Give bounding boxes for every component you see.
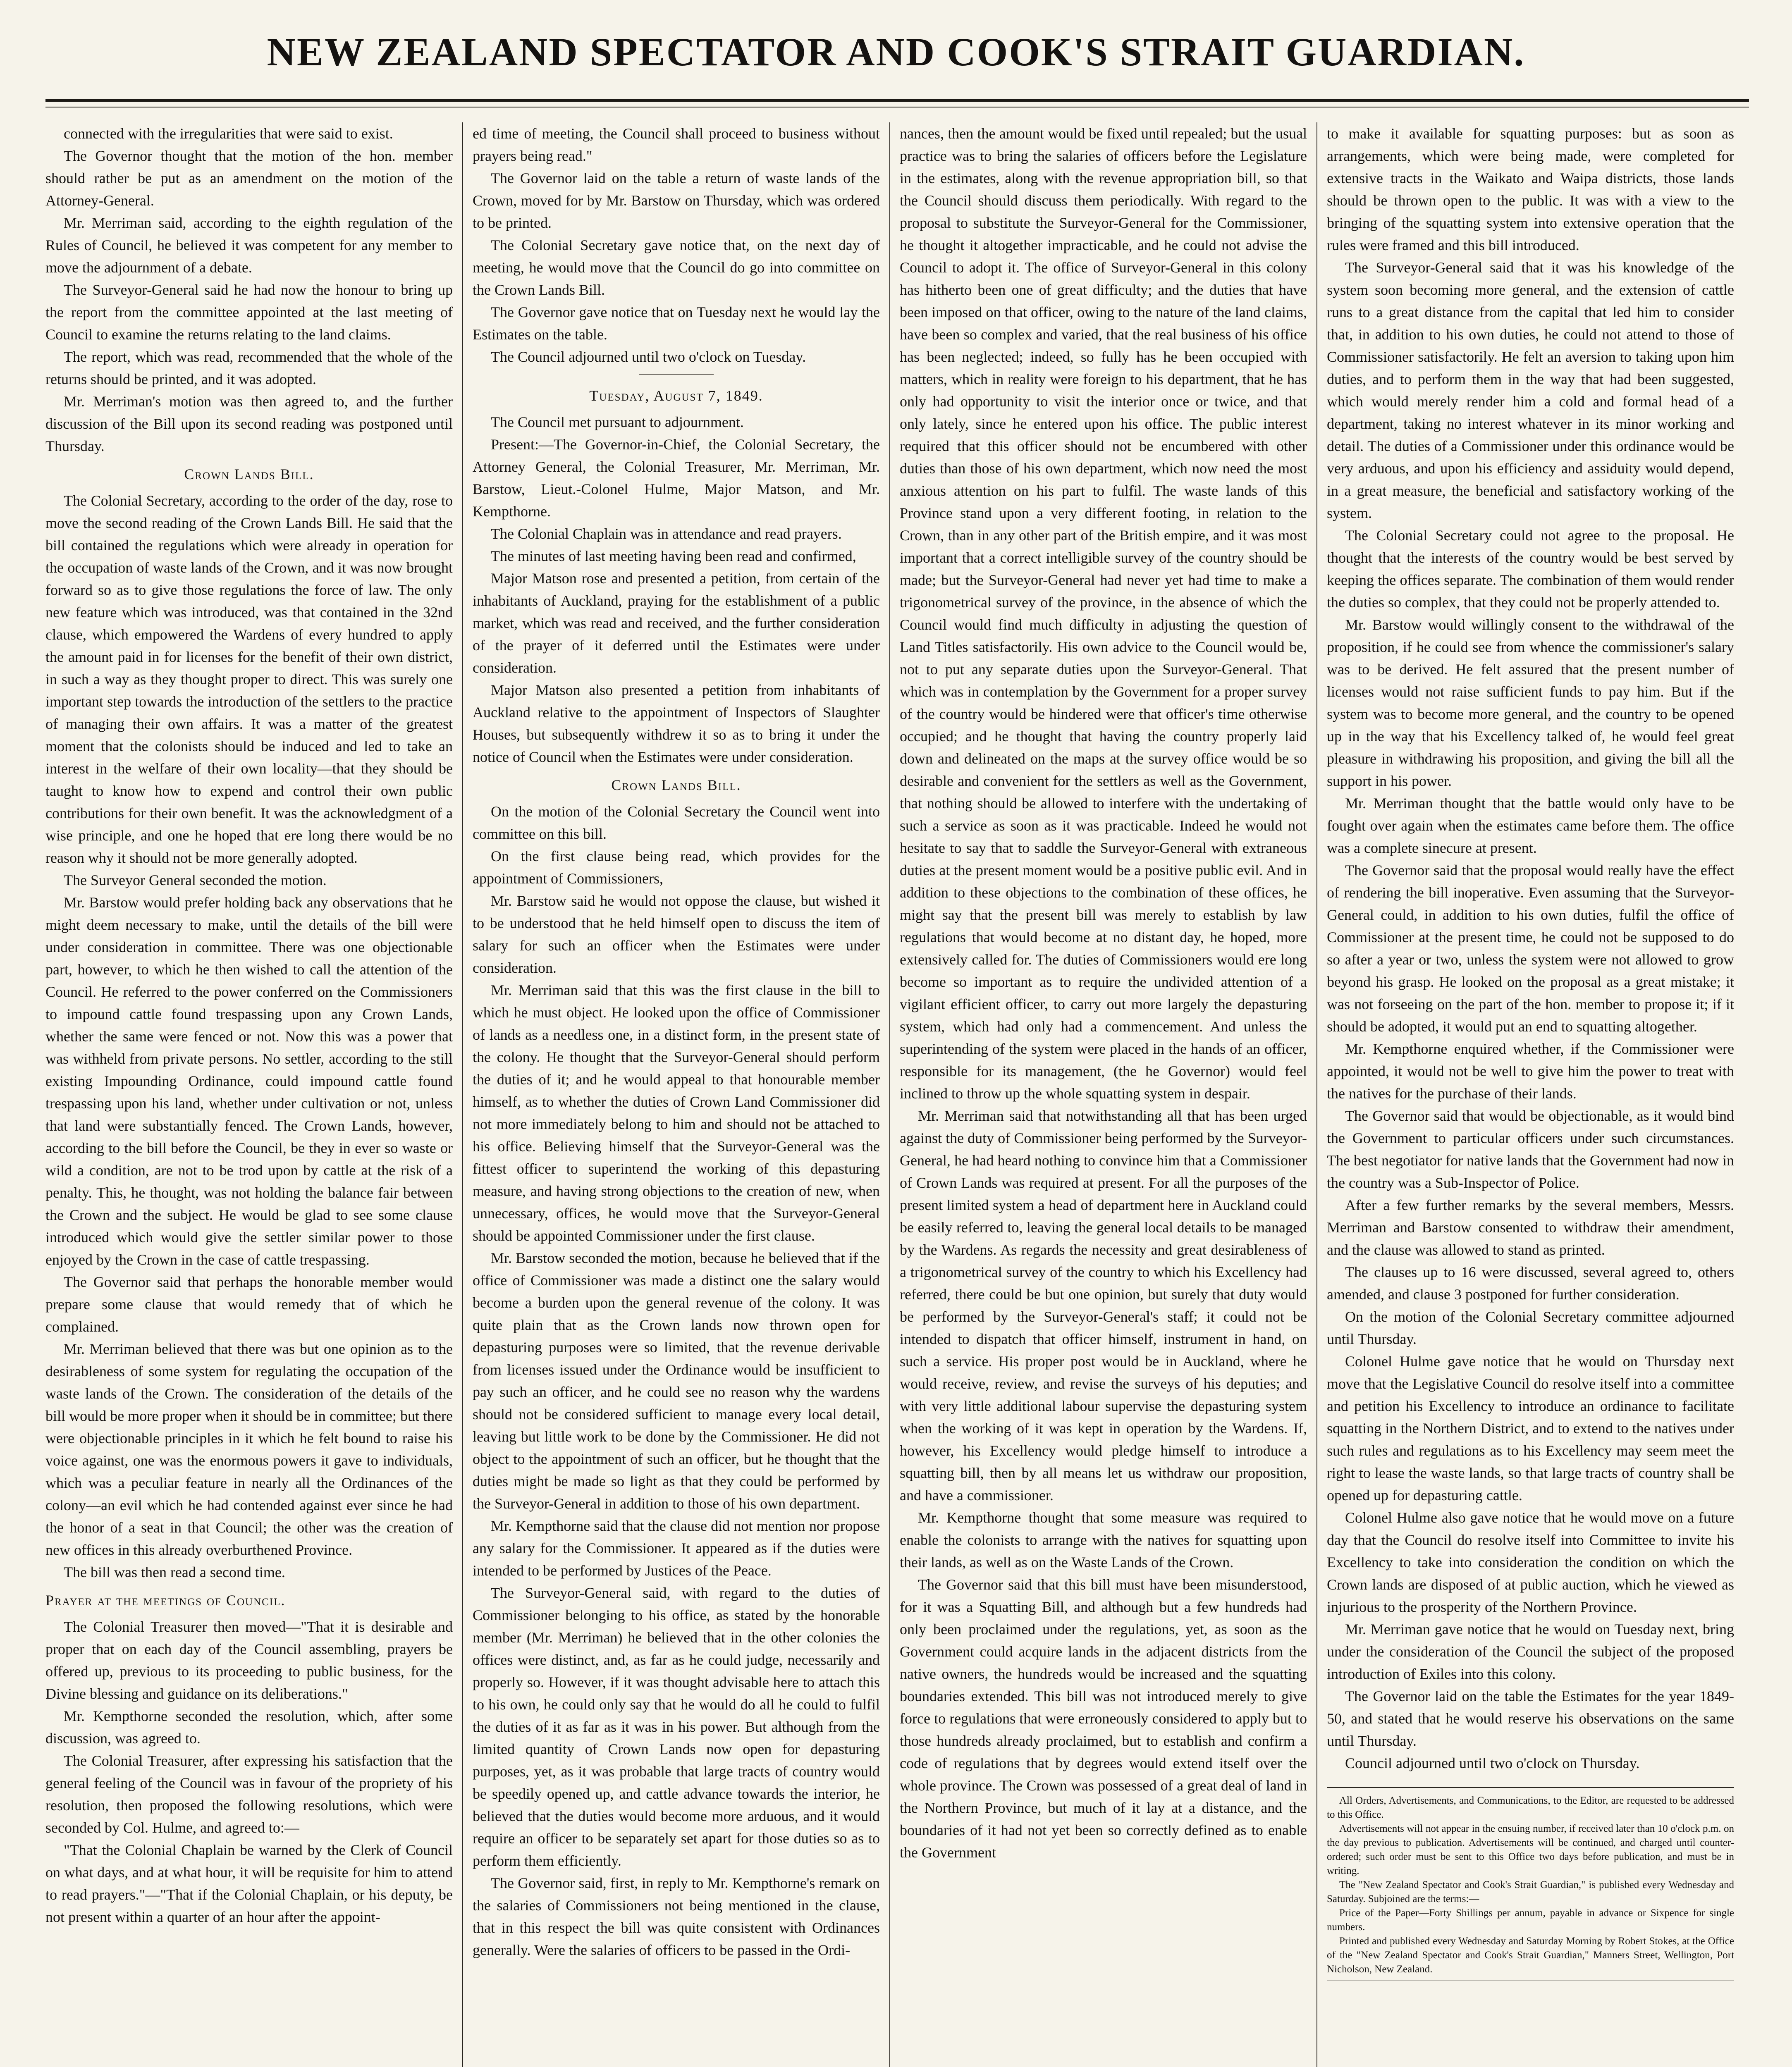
paragraph: to make it available for squatting purposes: but as soon as arrangements, which were being made, were completed for extensive tracts in the Waikato and Waipa districts, those lands should be thrown open to the public. It was with a view to the bringing of the squatting system into extensive operation that the rules were framed and this bill introduced. — [1327, 125, 1734, 253]
notice-line: Advertisements will not appear in the ensuing number, if received later than 10 o'clock p.m. on the day previous to publication. Advertisements will be continued, and charged until counter-ordered; such order must be sent to this Office two days before publication, and must be in writing. — [1327, 1823, 1734, 1876]
paragraph: connected with the irregularities that were said to exist. — [64, 125, 393, 142]
paragraph: The Governor said that the proposal would really have the effect of rendering the bill inoperative. Even assuming that the Surveyor-General could, in addition to his own duties, fulfil the office of Commissioner at the present time, he could not be supposed to do so after a year or two, unless the system were not allowed to grow beyond his grasp. He looked on the proposal as a great mistake; it was not forseeing on the part of the hon. member to propose it; if it should be adopted, it would put an end to squatting altogether. — [1327, 862, 1734, 1035]
masthead-rule — [45, 99, 1749, 102]
paragraph: The clauses up to 16 were discussed, several agreed to, others amended, and clause 3 postponed for further consideration. — [1327, 1264, 1734, 1303]
paragraph: The bill was then read a second time. — [64, 1564, 285, 1580]
column-3 — [900, 122, 1307, 2067]
paragraph: The Surveyor-General said that it was his knowledge of the system soon becoming more general, and the extension of cattle runs to a great distance from the capital that led him to consider that, in addition to his own duties, he could not attend to those of Commissioner satisfactorily. He felt an aversion to taking upon him duties, and to perform them in the way that had been suggested, which would merely render him a cold and formal head of a department, taking no interest whatever in its minor working and detail. The duties of a Commissioner under this ordinance would be very arduous, and upon his efficiency and assiduity would depend, in a great measure, the beneficial and satisfactory working of the system. — [1327, 259, 1734, 521]
paragraph: Mr. Kempthorne seconded the resolution, which, after some discussion, was agreed to. — [45, 1708, 453, 1747]
paragraph: The Council met pursuant to adjournment. — [491, 414, 744, 430]
notice-line: Printed and published every Wednesday and Saturday Morning by Robert Stokes, at the Office of the "New Zealand Spectator and Cook's Strait Guardian," Manners Street, Wellington, Port Nicholson, New Zealand. — [1327, 1936, 1734, 1975]
paragraph: On the motion of the Colonial Secretary the Council went into committee on this bill. — [473, 803, 880, 842]
paragraph: The Governor said that perhaps the honorable member would prepare some clause that would remedy that of which he complained. — [45, 1274, 453, 1335]
paragraph: Mr. Kempthorne thought that some measure was required to enable the colonists to arrange with the natives for squatting upon their lands, as well as on the Waste Lands of the Crown. — [900, 1509, 1307, 1571]
notice-line: Price of the Paper—Forty Shillings per annum, payable in advance or Sixpence for single numbers. — [1327, 1907, 1734, 1933]
paragraph: Mr. Merriman said that notwithstanding all that has been urged against the duty of Commissioner being performed by the Surveyor-General, he had heard nothing to convince him that a Commissioner of Crown Lands was required at present. For all the purposes of the present limited system a head of department here in Auckland could be easily referred to, leaving the general local details to be managed by the Wardens. As regards the necessity and great desirableness of a trigonometrical survey of the country to which his Excellency had referred, there could be but one opinion, but surely that duty would be performed by the Surveyor-General's staff; it could not be intended to dispatch that officer himself, instrument in hand, on such a service. His proper post would be in Auckland, where he would receive, review, and revise the surveys of his deputies; and with very little additional labour supervise the depasturing system when the working of it was kept in operation by the Wardens. If, however, his Excellency would pledge himself to introduce a squatting bill, then by all means let us withdraw our proposition, and have a commissioner. — [900, 1107, 1307, 1504]
paragraph: The report, which was read, recommended that the whole of the returns should be printed, and it was adopted. — [45, 348, 453, 387]
paragraph: Colonel Hulme gave notice that he would on Thursday next move that the Legislative Council do resolve itself into a committee and petition his Excellency to introduce an ordinance to facilitate squatting in the Northern District, and to extend to the natives under such rules and regulations as to his Excellency may seem meet the right to lease the waste lands, so that large tracts of country shall be opened up for depasturing cattle. — [1327, 1353, 1734, 1504]
paragraph: On the motion of the Colonial Secretary committee adjourned until Thursday. — [1327, 1308, 1734, 1347]
paragraph: Council adjourned until two o'clock on Thursday. — [1345, 1755, 1640, 1771]
paragraph: The Colonial Treasurer then moved—"That it is desirable and proper that on each day of the Council assembling, prayers be offered up, previous to its proceeding to public business, for the Divine blessing and guidance on its deliberations." — [45, 1618, 453, 1702]
paragraph: The Governor gave notice that on Tuesday next he would lay the Estimates on the table. — [473, 304, 880, 343]
paragraph: The Colonial Chaplain was in attendance and read prayers. — [491, 525, 842, 542]
paragraph: The Colonial Secretary could not agree to the proposal. He thought that the interests of the country would be best served by keeping the offices separate. The combination of them would render the duties so complex, that they could not be properly attended to. — [1327, 527, 1734, 611]
paragraph: Mr. Kempthorne enquired whether, if the Commissioner were appointed, it would not be well to give him the power to treat with the natives for the purchase of their lands. — [1327, 1041, 1734, 1102]
paragraph: The Colonial Treasurer, after expressing his satisfaction that the general feeling of the Council was in favour of the propriety of his resolution, then proposed the following resolutions, which were seconded by Col. Hulme, and agreed to:— — [45, 1752, 453, 1836]
section-rule — [639, 374, 714, 375]
paragraph: Mr. Kempthorne said that the clause did not mention nor propose any salary for the Commissioner. It appeared as if the duties were intended to be performed by Justices of the Peace. — [473, 1518, 880, 1579]
colophon-rule — [1327, 1787, 1734, 1788]
paragraph: Mr. Merriman thought that the battle would only have to be fought over again when the estimates came before them. The office was a complete sinecure at present. — [1327, 795, 1734, 856]
paragraph: The Governor said, first, in reply to Mr. Kempthorne's remark on the salaries of Commissioners not being mentioned in the clause, that in this respect the bill was quite consistent with Ordinances generally. Were the salaries of officers to be passed in the Ordi- — [473, 1875, 880, 1958]
paragraph: Mr. Barstow would prefer holding back any observations that he might deem necessary to make, until the details of the bill were under consideration in committee. There was one objectionable part, however, to which he then wished to call the attention of the Council. He referred to the power conferred on the Commissioners to impound cattle found trespassing upon any Crown Lands, whether the same were fenced or not. Now this was a power that was withheld from private persons. No settler, according to the still existing Impounding Ordinance, could impound cattle found trespassing upon his land, whether under cultivation or not, unless that land were substantially fenced. The Crown Lands, however, according to the bill before the Council, be they in ever so waste or wild a condition, are not to be trod upon by cattle at the risk of a penalty. This, he thought, was not holding the balance fair between the Crown and the subject. He would be glad to see some clause introduced which would give the settler similar power to those enjoyed by the Crown in the case of cattle trespassing. — [45, 894, 453, 1268]
paragraph: The Governor said that would be objectionable, as it would bind the Government to particular officers under such circumstances. The best negotiator for native lands that the Government had now in the country was a Sub-Inspector of Police. — [1327, 1107, 1734, 1191]
masthead-title: NEW ZEALAND SPECTATOR AND COOK'S STRAIT GUARDIAN. — [267, 30, 1525, 74]
paragraph: nances, then the amount would be fixed until repealed; but the usual practice was to bring the salaries of officers before the Legislature in the estimates, along with the revenue appropriation bill, so that the Council should discuss them periodically. With regard to the proposal to substitute the Surveyor-General for the Commissioner, he thought it altogether impracticable, and he could not advise the Council to adopt it. The office of Surveyor-General in this colony has hitherto been one of great difficulty; and the duties that have been imposed on that officer, owing to the nature of the land claims, have been so complex and varied, that the real business of his office has been neglected; indeed, so fully has he been occupied with matters, which in reality were foreign to his department, that he has only had opportunity to visit the interior once or twice, and that only lately, since he entered upon his office. The public interest required that this officer should not be encumbered with other duties than those of his own department, which now need the most anxious attention on his part to fulfil. The waste lands of this Province stand upon a very different footing, in relation to the Crown, than in any other part of the British empire, and it was most important that a correct intelligible survey of the country should be made; but the Surveyor-General had never yet had time to make a trigonometrical survey of the province, in the absence of which the Council would find much difficulty in adjusting the question of Land Titles satisfactorily. His own advice to the Council would be, not to put any separate duties upon the Surveyor-General. That which was in contemplation by the Government for a proper survey of the country would be hindered were that officer's time otherwise occupied; and he thought that having the country properly laid down and delineated on the maps at the survey office would be so desirable and convenient for the settlers as well as the Government, that nothing should be allowed to interfere with the undertaking of such a service as soon as it was practicable. Indeed he would not hesitate to say that to saddle the Surveyor-General with extraneous duties at the present moment would be a positive public evil. And in addition to these objections to the combination of these offices, he might say that the present bill was merely to establish by law regulations that would become at no distant day, he hoped, more extensively called for. The duties of Commissioners would ere long become so important as to require the undivided attention of a vigilant efficient officer, to carry out more largely the depasturing system, which had only had a commencement. And unless the superintending of the system were placed in the hands of an officer, responsible for its management, (the he Governor) would feel inclined to throw up the whole squatting system in despair. — [900, 125, 1307, 1102]
paragraph: ed time of meeting, the Council shall proceed to business without prayers being read." — [473, 125, 880, 164]
section-heading: Crown Lands Bill. — [611, 777, 741, 793]
paragraph: Mr. Barstow said he would not oppose the clause, but wished it to be understood that he held himself open to discuss the item of salary for such an officer when the Estimates were under consideration. — [473, 893, 880, 976]
paragraph: The Governor thought that the motion of the hon. member should rather be put as an amendment on the motion of the Attorney-General. — [45, 148, 453, 209]
paragraph: The Governor laid on the table a return of waste lands of the Crown, moved for by Mr. Barstow on Thursday, which was ordered to be printed. — [473, 170, 880, 231]
publication-notice — [1327, 1794, 1734, 1976]
session-date: Tuesday, August 7, 1849. — [589, 387, 763, 404]
column-divider — [889, 122, 890, 2067]
paragraph: Mr. Merriman's motion was then agreed to, and the further discussion of the Bill upon its second reading was postponed until Thursday. — [45, 393, 453, 454]
paragraph: Mr. Merriman said that this was the first clause in the bill to which he must object. He looked upon the office of Commissioner of lands as a needless one, in a distinct form, in the present state of the colony. He thought that the Surveyor-General should perform the duties of it; and he would appeal to that honourable member himself, as to whether the duties of Crown Land Commissioner did not more immediately belong to him and should not be attached to his office. Believing himself that the Surveyor-General was the fittest officer to superintend the working of this depasturing measure, and having strong objections to the creation of new, when unnecessary, offices, he would move that the Surveyor-General should be appointed Commissioner under the first clause. — [473, 982, 880, 1244]
notice-line: The "New Zealand Spectator and Cook's Strait Guardian," is published every Wednesday and Saturday. Subjoined are the terms:— — [1327, 1879, 1734, 1905]
paragraph: The Council adjourned until two o'clock on Tuesday. — [491, 348, 806, 365]
paragraph: Mr. Merriman believed that there was but one opinion as to the desirableness of some system for regulating the occupation of the waste lands of the Crown. The consideration of the details of the bill would be more proper when it should be in committee; but there were objectionable principles in it which he felt bound to raise his voice against, one was the enormous powers it gave to individuals, which was a peculiar feature in nearly all the Ordinances of the colony—an evil which he had contended against ever since he had the honor of a seat in that Council; the other was the creation of new offices in this already overburthened Province. — [45, 1341, 453, 1558]
paragraph: Colonel Hulme also gave notice that he would move on a future day that the Council do resolve itself into Committee to invite his Excellency to take into consideration the condition on which the Crown lands are disposed of at public auction, which he viewed as injurious to the prosperity of the Northern Province. — [1327, 1509, 1734, 1615]
paragraph: Major Matson rose and presented a petition, from certain of the inhabitants of Auckland, praying for the establishment of a public market, which was read and received, and the further consideration of the prayer of it deferred until the Estimates were under consideration. — [473, 570, 880, 676]
column-4 — [1327, 122, 1734, 2067]
column-1 — [45, 122, 453, 2067]
paragraph: The Surveyor-General said, with regard to the duties of Commissioner belonging to his office, as stated by the honorable member (Mr. Merriman) he believed that in the other colonies the offices were distinct, and, as far as he could judge, necessarily and properly so. However, if it was thought advisable here to attach this to his own, he could only say that he would do all he could to fulfil the duties of it as far as it was in his power. But although from the limited quantity of Crown Lands now open for depasturing purposes, yet, as it was probable that large tracts of country would be speedily opened up, and cattle advance towards the interior, he believed that the duties would become more arduous, and it would require an officer to be separately set apart for those duties so as to perform them efficiently. — [473, 1585, 880, 1869]
column-divider — [462, 122, 463, 2067]
paragraph: The Surveyor-General said he had now the honour to bring up the report from the committee appointed at the last meeting of Council to examine the returns relating to the land claims. — [45, 282, 453, 343]
paragraph: After a few further remarks by the several members, Messrs. Merriman and Barstow consented to withdraw their amendment, and the clause was allowed to stand as printed. — [1327, 1197, 1734, 1258]
paragraph: Present:—The Governor-in-Chief, the Colonial Secretary, the Attorney General, the Colonial Treasurer, Mr. Merriman, Mr. Barstow, Lieut.-Colonel Hulme, Major Matson, and Mr. Kempthorne. — [473, 436, 880, 520]
paragraph: The Colonial Secretary gave notice that, on the next day of meeting, he would move that the Council do go into committee on the Crown Lands Bill. — [473, 237, 880, 298]
section-heading: Crown Lands Bill. — [184, 466, 314, 482]
paragraph: The minutes of last meeting having been read and confirmed, — [491, 548, 856, 564]
paragraph: Mr. Barstow seconded the motion, because he believed that if the office of Commissioner was made a distinct one the salary would become a burden upon the general revenue of the colony. It was quite plain that as the Crown lands now thrown open for depasturing purposes were so limited, that the revenue derivable from licenses issued under the Ordinance would be insufficient to pay such an officer, and he could see no reason why the wardens should not be considered sufficient to manage every local detail, leaving but little work to be done by the Commissioner. He did not object to the appointment of such an officer, but he thought that the duties might be made so light as that they could be performed by the Surveyor-General in addition to those of his own department. — [473, 1250, 880, 1512]
paragraph: Mr. Merriman said, according to the eighth regulation of the Rules of Council, he believed it was competent for any member to move the adjournment of a debate. — [45, 215, 453, 276]
paragraph: Mr. Merriman gave notice that he would on Tuesday next, bring under the consideration of the Council the subject of the proposed introduction of Exiles into this colony. — [1327, 1621, 1734, 1682]
paragraph: On the first clause being read, which provides for the appointment of Commissioners, — [473, 848, 880, 887]
paragraph: Mr. Barstow would willingly consent to the withdrawal of the proposition, if he could see from whence the commissioner's salary was to be derived. He felt assured that the present number of licenses would not raise sufficient funds to pay him. But if the system was to become more general, and the country to be opened up in the way that his Excellency talked of, he would feel great pleasure in withdrawing his proposition, and giving the bill all the support in his power. — [1327, 616, 1734, 789]
paragraph: The Colonial Secretary, according to the order of the day, rose to move the second reading of the Crown Lands Bill. He said that the bill contained the regulations which were already in operation for the occupation of waste lands of the Crown, and it was now brought forward so as to give those regulations the force of law. The only new feature which was introduced, was that contained in the 32nd clause, which empowered the Wardens of every hundred to apply the amount paid in for licenses for the benefit of their own district, in such a way as they thought proper to direct. This was surely one important step towards the introduction of the settlers to the practice of managing their own affairs. It was a matter of the greatest moment that the colonists should be induced and led to take an interest in the welfare of their own locality—that they should be taught to know how to expend and control their own public contributions for their own benefit. It was the acknowledgment of a wise principle, and one he hoped that ere long there would be no reason why it should not be more generally adopted. — [45, 492, 453, 866]
paragraph: Major Matson also presented a petition from inhabitants of Auckland relative to the appointment of Inspectors of Slaughter Houses, but subsequently withdrew it so as to bring it under the notice of Council when the Estimates were under consideration. — [473, 682, 880, 765]
column-2 — [473, 122, 880, 2067]
paragraph: The Surveyor General seconded the motion. — [64, 872, 327, 888]
notice-line: All Orders, Advertisements, and Communications, to the Editor, are requested to be addressed to this Office. — [1327, 1795, 1734, 1820]
section-heading: Prayer at the meetings of Council. — [45, 1592, 286, 1609]
paragraph: "That the Colonial Chaplain be warned by the Clerk of Council on what days, and at what hour, it will be requisite for him to attend to read prayers."—"That if the Colonial Chaplain, or his deputy, be not present within a quarter of an hour after the appoint- — [45, 1842, 453, 1925]
paragraph: The Governor laid on the table the Estimates for the year 1849-50, and stated that he would reserve his observations on the same until Thursday. — [1327, 1688, 1734, 1749]
paragraph: The Governor said that this bill must have been misunderstood, for it was a Squatting Bill, and although but a few hundreds had only been proclaimed under the regulations, yet, as soon as the Government could acquire lands in the adjacent districts from the native owners, the hundreds would be increased and the squatting boundaries extended. This bill was not introduced merely to give force to regulations that were erroneously considered to apply but to those hundreds already proclaimed, but to establish and confirm a code of regulations that by degrees would extend itself over the whole province. The Crown was possessed of a great deal of land in the Northern Province, but much of it lay at a distance, and the boundaries of it had not yet been so correctly defined as to enable the Government — [900, 1576, 1307, 1861]
